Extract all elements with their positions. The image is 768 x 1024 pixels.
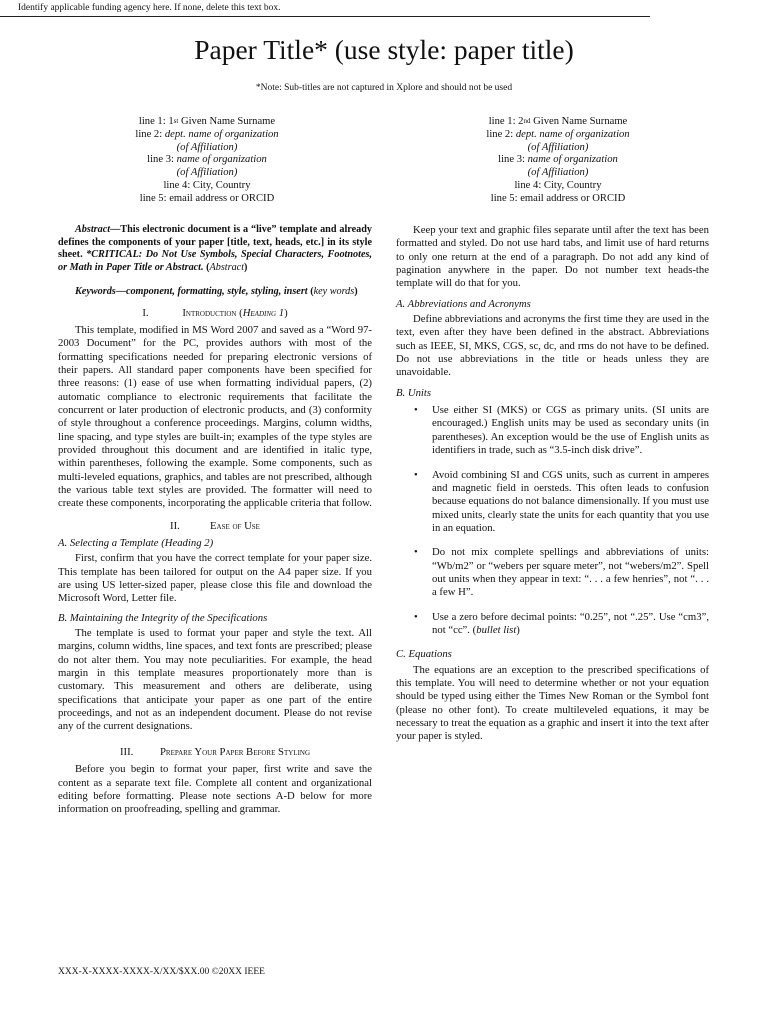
right-column [396, 224, 709, 744]
author-line-3: line 3: name of organization [498, 154, 618, 166]
author-line-5: line 5: email address or ORCID [490, 192, 626, 204]
copyright-footer: XXX-X-XXXX-XXXX-X/XX/$XX.00 ©20XX IEEE [58, 967, 265, 977]
heading-introduction: I. Introduction (Heading 1) [142, 306, 288, 319]
subheading-selecting-template: A. Selecting a Template (Heading 2) [58, 537, 214, 549]
prepare-paragraph: Before you begin to format your paper, first write and save the content as a separate text file. Complete all content and organizational editing before formatting. Please note sections A-D below for more information on proofreading, spelling and grammar. [58, 763, 372, 816]
files-paragraph: Keep your text and graphic files separate until after the text has been formatted and styled. Do not use hard tabs, and limit use of hard returns to only one return at the end of a paragraph. Do not add any kind of pagination anywhere in the paper. Do not number text heads-the template will do that for you. [396, 224, 709, 290]
author-line-4: line 4: City, Country [163, 179, 251, 191]
bullet-icon: • [414, 404, 418, 417]
heading-ease-of-use: II. Ease of Use [170, 519, 260, 532]
author-line-4: line 4: City, Country [514, 179, 602, 191]
subheading-equations: C. Equations [396, 648, 452, 661]
author-line-1: line 1: 2nd Given Name Surname [488, 116, 628, 127]
list-item: • Use a zero before decimal points: “0.25”, not “.25”. Use “cm3”, not “cc”. (bullet list) [414, 610, 709, 636]
author-line-2: line 2: dept. name of organization [135, 128, 279, 140]
left-column [58, 224, 372, 817]
author-affiliation: (of Affiliation) [527, 141, 589, 153]
author-line-2: line 2: dept. name of organization [486, 128, 630, 140]
author-line-5: line 5: email address or ORCID [139, 192, 275, 204]
author-block-2 [428, 116, 688, 206]
subtitle-note: *Note: Sub-titles are not captured in Xplore and should not be used [255, 83, 513, 93]
list-item: • Do not mix complete spellings and abbreviations of units: “Wb/m2” or “webers per square meter”, not “webers/m2”. Spell out units when they appear in text: “. . . a few henries”, not “. . . a few H”. [414, 546, 709, 599]
units-bullet-list [396, 404, 709, 637]
bullet-icon: • [414, 546, 418, 559]
paper-title: Paper Title* (use style: paper title) [194, 34, 574, 65]
author-line-1: line 1: 1st Given Name Surname [138, 116, 276, 127]
intro-paragraph: This template, modified in MS Word 2007 and saved as a “Word 97-2003 Document” for the PC, provides authors with most of the formatting specifications needed for preparing electronic versions of their papers. All standard paper components have been specified for three reasons: (1) ease of use when formatting individual papers, (2) automatic compliance to electronic requirements that facilitate the concurrent or later production of electronic products, and (3) conformity of style throughout a conference proceedings. Margins, column widths, line spacing, and type styles are built-in; examples of the type styles are provided throughout this document and are identified in italic type, within parentheses, following the example. Some components, such as multi-leveled equations, graphics, and tables are not prescribed, although the various table text styles are provided. The formatter will need to create these components, incorporating the applicable criteria that follow. [58, 323, 372, 510]
subheading-units: B. Units [396, 386, 432, 399]
heading-prepare-paper: III. Prepare Your Paper Before Styling [119, 745, 311, 758]
abbreviations-paragraph: Define abbreviations and acronyms the first time they are used in the text, even after they have been defined in the abstract. Abbreviations such as IEEE, SI, MKS, CGS, sc, dc, and rms do not have to be defined. Do not use abbreviations in the title or heads unless they are unavoidable. [396, 313, 709, 379]
integrity-paragraph: The template is used to format your paper and style the text. All margins, column widths, line spaces, and text fonts are prescribed; please do not alter them. You may note peculiarities. For example, the head margin in this template measures proportionately more than is customary. This measurement and others are deliberate, using specifications that anticipate your paper as one part of the entire proceedings, and not as an independent document. Please do not revise any of the current designations. [58, 627, 372, 733]
author-affiliation: (of Affiliation) [176, 167, 238, 179]
author-line-3: line 3: name of organization [147, 154, 267, 166]
author-block-1 [77, 116, 337, 206]
bullet-icon: • [414, 610, 418, 623]
subheading-abbreviations: A. Abbreviations and Acronyms [396, 297, 531, 310]
list-item: • Use either SI (MKS) or CGS as primary units. (SI units are encouraged.) English units may be used as secondary units (in parentheses). An exception would be the use of English units as identifiers in trade, such as “3.5-inch disk drive”. [414, 404, 709, 457]
subheading-integrity: B. Maintaining the Integrity of the Specifications [58, 611, 268, 624]
equations-paragraph: The equations are an exception to the prescribed specifications of this template. You will need to determine whether or not your equation should be typed using either the Times New Roman or the Symbol font (please no other font). To create multileveled equations, it may be necessary to treat the equation as a graphic and insert it into the text after your paper is styled. [396, 663, 709, 743]
keywords: Keywords—component, formatting, style, styling, insert (key words) [75, 286, 358, 297]
bullet-icon: • [414, 468, 418, 481]
author-affiliation: (of Affiliation) [176, 141, 238, 153]
author-affiliation: (of Affiliation) [527, 167, 589, 179]
selecting-template-paragraph: First, confirm that you have the correct template for your paper size. This template has been tailored for output on the A4 paper size. If you are using US letter-sized paper, please close this file and download the Microsoft Word, Letter file. [58, 552, 372, 605]
abstract: Abstract—This electronic document is a “live” template and already defines the components of your paper [title, text, heads, etc.] in its style sheet. *CRITICAL: Do Not Use Symbols, Special Characters, Footnotes, or Math in Paper Title or Abstract. (Abstract) [58, 224, 372, 273]
list-item: • Avoid combining SI and CGS units, such as current in amperes and magnetic field in oersteds. This often leads to confusion because equations do not balance dimensionally. If you must use mixed units, clearly state the units for each quantity that you use in an equation. [414, 468, 709, 534]
funding-text-box: Identify applicable funding agency here. If none, delete this text box. [0, 0, 650, 17]
